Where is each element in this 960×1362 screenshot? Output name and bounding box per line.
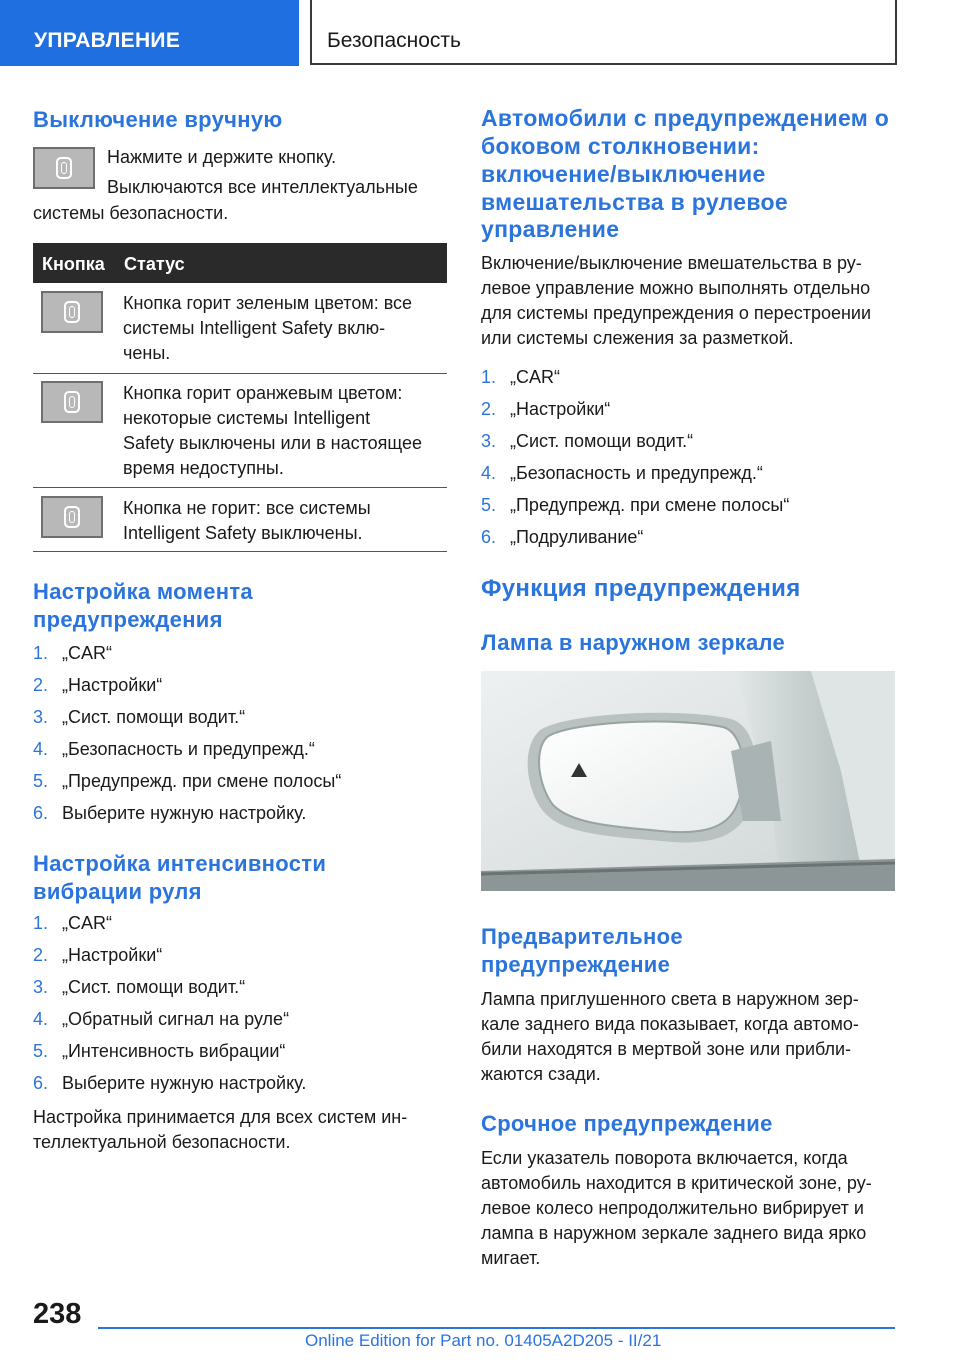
list-item: 6. „Подруливание“ (481, 527, 644, 547)
manual-off-line1: Нажмите и держите кнопку. (107, 147, 337, 167)
table-row-2-line2: некоторые системы Intelligent (123, 408, 371, 428)
pre-warning-body-2: кале заднего вида показывает, когда автомо- (481, 1014, 859, 1034)
list-item: 3. „Сист. помощи водит.“ (33, 707, 246, 727)
table-col-status: Статус (124, 254, 185, 274)
vibration-note-line2: теллектуальной безопасности. (33, 1132, 291, 1152)
footer-rule (98, 1327, 895, 1329)
manual-off-line2a: Выключаются все интеллектуальные (107, 177, 418, 197)
list-item: 3. „Сист. помощи водит.“ (33, 977, 246, 997)
table-col-button: Кнопка (42, 254, 105, 274)
button-image-orange (41, 381, 103, 423)
list-item: 3. „Сист. помощи водит.“ (481, 431, 694, 451)
heading-warning-function: Функция предупреждения (481, 575, 801, 602)
heading-urgent: Срочное предупреждение (481, 1111, 773, 1136)
safety-button-icon (64, 391, 80, 413)
chapter-tab (311, 0, 897, 65)
list-item: 1. „CAR“ (33, 913, 112, 933)
list-item: 2. „Настройки“ (33, 945, 163, 965)
vibration-steps (33, 911, 447, 1103)
list-item: 2. „Настройки“ (33, 675, 163, 695)
button-image-off (41, 496, 103, 538)
urgent-body-3: левое колесо непродолжительно вибрирует и (481, 1198, 864, 1218)
urgent-body-4: лампа в наружном зеркале заднего вида ярко (481, 1223, 867, 1243)
lateral-body-2: левое управление можно выполнять отдельно (481, 278, 871, 298)
list-item: 4. „Обратный сигнал на руле“ (33, 1009, 290, 1029)
lateral-body-4: или системы слежения за разметкой. (481, 328, 794, 348)
safety-button-icon (56, 157, 72, 179)
urgent-body-2: автомобиль находится в критической зоне, ру- (481, 1173, 872, 1193)
heading-vibration-2: вибрации руля (33, 879, 202, 904)
table-row-3-line1: Кнопка не горит: все системы (123, 498, 371, 518)
edition-link[interactable]: Online Edition for Part no. 01405A2D205 - II/21 (305, 1331, 662, 1350)
table-row-3-line2: Intelligent Safety выключены. (123, 523, 363, 543)
list-item: 1. „CAR“ (481, 367, 560, 387)
heading-pre-warning-1: Предварительное (481, 924, 683, 949)
list-item: 6. Выберите нужную настройку. (33, 1073, 307, 1093)
list-item: 5. „Предупрежд. при смене полосы“ (33, 771, 342, 791)
urgent-body-1: Если указатель поворота включается, когда (481, 1148, 848, 1168)
mirror-illustration (481, 671, 895, 891)
heading-lateral-5: управление (481, 216, 620, 242)
list-item: 4. „Безопасность и предупрежд.“ (481, 463, 763, 483)
vibration-note-line1: Настройка принимается для всех систем ин- (33, 1107, 408, 1127)
heading-lateral-4: вмешательства в рулевое (481, 189, 788, 215)
table-row-2-line1: Кнопка горит оранжевым цветом: (123, 383, 403, 403)
safety-button-icon (64, 506, 80, 528)
mirror-photo (481, 671, 895, 891)
table-row-divider (33, 373, 447, 374)
heading-lateral-3: включение/выключение (481, 161, 766, 187)
section-title: УПРАВЛЕНИЕ (34, 29, 181, 52)
lateral-steps (481, 365, 895, 557)
safety-button-icon (64, 301, 80, 323)
heading-manual-off: Выключение вручную (33, 107, 283, 132)
table-row-2-line4: время недоступны. (123, 458, 284, 478)
table-row-divider (33, 487, 447, 488)
chapter-title: Безопасность (327, 29, 461, 52)
section-tab (0, 0, 299, 66)
heading-pre-warning-2: предупреждение (481, 952, 671, 977)
list-item: 1. „CAR“ (33, 643, 112, 663)
table-row-2-line3: Safety выключены или в настоящее (123, 433, 423, 453)
heading-lateral-1: Автомобили с предупреждением о (481, 105, 890, 131)
list-item: 4. „Безопасность и предупрежд.“ (33, 739, 315, 759)
list-item: 5. „Предупрежд. при смене полосы“ (481, 495, 790, 515)
button-image-green (41, 291, 103, 333)
list-item: 6. Выберите нужную настройку. (33, 803, 307, 823)
manual-off-line2b: системы безопасности. (33, 203, 229, 223)
list-item: 2. „Настройки“ (481, 399, 611, 419)
lateral-body-3: для системы предупреждения о перестроении (481, 303, 872, 323)
table-row-1-line2: системы Intelligent Safety вклю- (123, 318, 386, 338)
lateral-body-1: Включение/выключение вмешательства в ру- (481, 253, 862, 273)
urgent-body-5: мигает. (481, 1248, 541, 1268)
safety-button-image (33, 147, 95, 189)
list-item: 5. „Интенсивность вибрации“ (33, 1041, 286, 1061)
timing-steps (33, 641, 447, 833)
heading-vibration-1: Настройка интенсивности (33, 851, 327, 876)
pre-warning-body-4: жаются сзади. (481, 1064, 601, 1084)
heading-timing-1: Настройка момента (33, 579, 253, 604)
pre-warning-body-1: Лампа приглушенного света в наружном зер- (481, 989, 859, 1009)
heading-mirror-lamp: Лампа в наружном зеркале (481, 630, 786, 655)
table-bottom-line (33, 551, 447, 552)
table-row-1-line3: чены. (123, 343, 171, 363)
pre-warning-body-3: били находятся в мертвой зоне или прибли- (481, 1039, 852, 1059)
table-row-1-line1: Кнопка горит зеленым цветом: все (123, 293, 413, 313)
heading-lateral-2: боковом столкновении: (481, 133, 760, 159)
page-number: 238 (33, 1298, 82, 1330)
heading-timing-2: предупреждения (33, 607, 223, 632)
table-header (33, 243, 447, 283)
